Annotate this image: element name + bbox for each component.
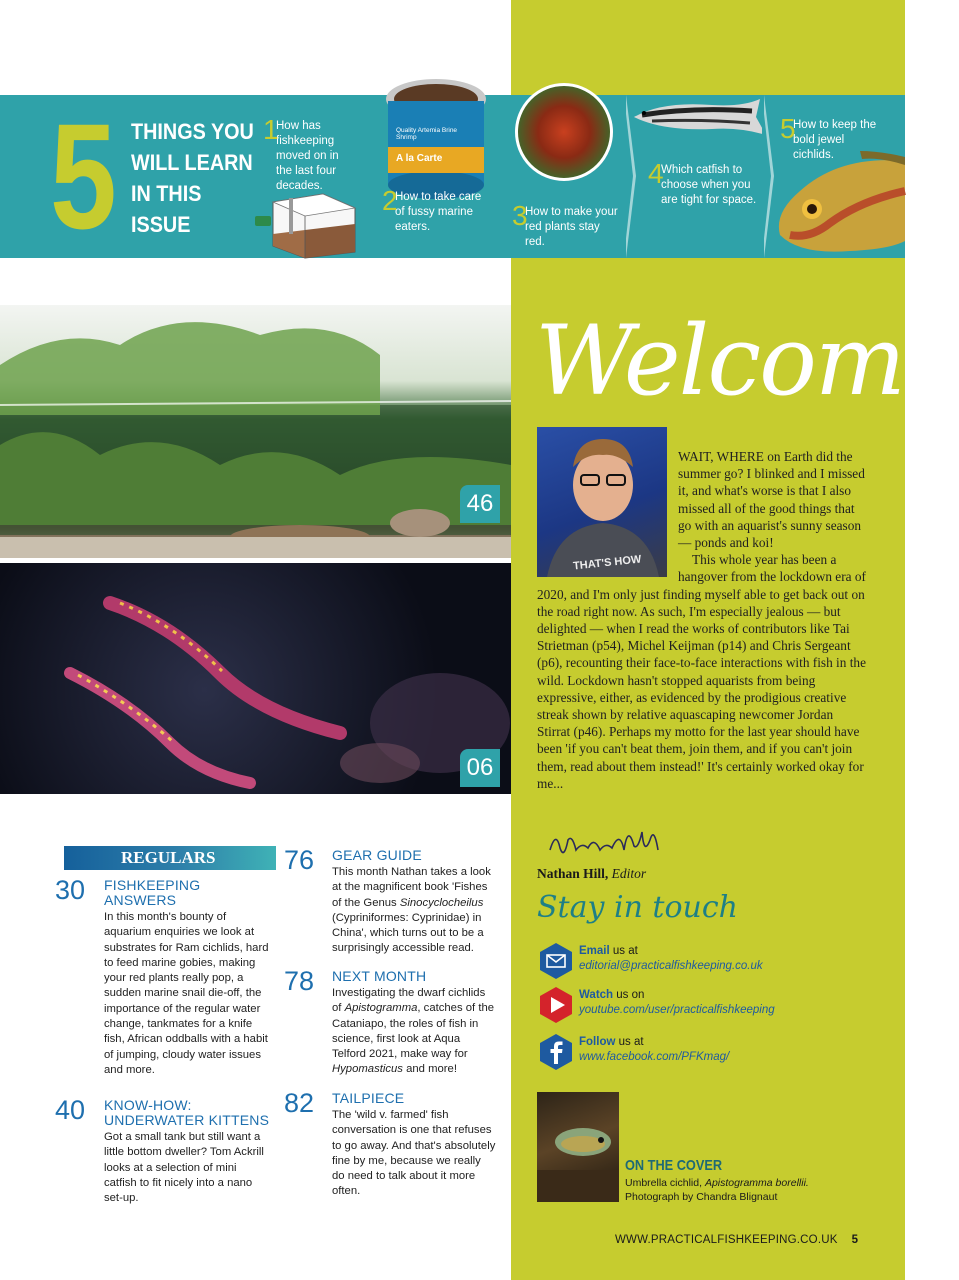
contents-entry-76[interactable]: 76 GEAR GUIDE This month Nathan takes a look at the magnificent book 'Fishes of the Genus Sinocyclocheilus (Cypriniformes: Cyprinidae) in China', which turns out to be a surprisingly accessible read. <box>284 845 491 955</box>
facebook-icon <box>537 1033 575 1071</box>
jewel-cichlid-image <box>770 151 905 258</box>
page-number-badge-46: 46 <box>460 485 500 523</box>
email-icon <box>537 942 575 980</box>
editor-credit: Nathan Hill, Editor <box>537 866 647 881</box>
red-plants-photo <box>515 83 613 181</box>
editorial-paragraph-1: WAIT, WHERE on Earth did the summer go? I blinked and I missed it, and what's worse is that I also missed all of the good things that go with an aquarist's sunny season — ponds and koi! <box>678 449 865 551</box>
play-icon <box>537 986 575 1024</box>
banner-item-2: 2 How to take care of fussy marine eaters. <box>382 185 482 233</box>
email-link[interactable]: editorial@practicalfishkeeping.co.uk <box>579 960 763 972</box>
aquascape-photo <box>0 305 511 558</box>
banner-item-5: 5 How to keep the bold jewel cichlids. <box>780 113 877 161</box>
editor-portrait: THAT'S HOW <box>537 427 667 577</box>
brine-shrimp-tin-image: Quality Artemia Brine Shrimp A la Carte <box>384 77 488 201</box>
stay-in-touch-title: Stay in touch <box>537 890 738 925</box>
things-you-will-learn-banner <box>0 92 905 260</box>
ghost-pipefish-photo <box>0 563 511 794</box>
banner-item-4: 4 Which catfish to choose when you are tight for space. <box>648 158 757 206</box>
catfish-image <box>632 95 772 139</box>
cover-caption: Umbrella cichlid, Apistogramma borellii. Photograph by Chandra Blignaut <box>625 1177 809 1203</box>
contents-entry-82[interactable]: 82 TAILPIECE The 'wild v. farmed' fish conversation is one that refuses to go away. And that's absolutely fine by me, because we really do need to talk about it more often. <box>284 1088 496 1198</box>
editor-signature <box>546 820 670 866</box>
contents-entry-78[interactable]: 78 NEXT MONTH Investigating the dwarf cichlids of Apistogramma, catches of the Cataniapo, the roles of fish in science, first look at Aqua Telford 2021, make way for Hypomasticus and more! <box>284 966 495 1076</box>
banner-big-number: 5 <box>50 92 117 260</box>
contents-entry-40[interactable]: 40 KNOW-HOW: UNDERWATER KITTENS Got a small tank but still want a little bottom dweller? Tom Ackrill looks at a selection of mini catfish to fit nicely into a nano set-up. <box>55 1095 270 1205</box>
regulars-section-header: REGULARS <box>64 846 276 870</box>
banner-item-3: 3 How to make your red plants stay red. <box>512 200 618 248</box>
page-number: 5 <box>851 1234 859 1246</box>
on-the-cover-title: ON THE COVER <box>625 1157 723 1174</box>
contact-follow: Follow us at www.facebook.com/PFKmag/ <box>537 1033 867 1075</box>
aquarium-tank-illustration <box>255 190 365 258</box>
editorial-paragraph-2: This whole year has been a hangover from the lockdown era of 2020, and I'm only just finding myself able to get back out on the road right now. As such, I'm especially jealous — but delighted — when I read the works of contributors like Tai Strietman (p54), Michel Keijman (p14) and Chris Sergeant (p6), recounting their face-to-face interactions with fish in the wild. Lockdown hasn't stopped aquarists from being expressive, either, as evidenced by the prodigious creative streak shown by relative aquascaping newcomer Jordan Stirrat (p46). Perhaps my motto for the last year should have been 'if you can't beat them, join them, and if you can't join them, read about them instead!' It's certainly worked okay for me... <box>537 552 866 791</box>
banner-heading: THINGS YOU WILL LEARN IN THIS ISSUE <box>131 119 254 237</box>
editorial-text <box>537 448 867 792</box>
contact-watch: Watch us on youtube.com/user/practicalfishkeeping <box>537 986 867 1028</box>
youtube-link[interactable]: youtube.com/user/practicalfishkeeping <box>579 1004 775 1016</box>
contact-email: Email us at editorial@practicalfishkeeping.co.uk <box>537 942 867 984</box>
contents-entry-30[interactable]: 30 FISHKEEPING ANSWERS In this month's bounty of aquarium enquiries we look at substrates for Ram cichlids, hard to feed marine gobies, making your red plants really pop, a sudden marine snail die-off, the importance of the regular water change, tankmates for a knife fish, African oddballs with a habit of jumping, cloudy water issues and more. <box>55 875 269 1076</box>
cover-fish-thumbnail <box>537 1092 619 1202</box>
welcome-title: Welcome <box>535 305 959 417</box>
page-number-badge-06: 06 <box>460 749 500 787</box>
footer-url[interactable]: WWW.PRACTICALFISHKEEPING.CO.UK <box>615 1234 838 1246</box>
page-footer <box>615 1234 858 1246</box>
banner-item-1: 1 How has fishkeeping moved on in the last four decades. <box>263 114 339 192</box>
facebook-link[interactable]: www.facebook.com/PFKmag/ <box>579 1051 730 1063</box>
